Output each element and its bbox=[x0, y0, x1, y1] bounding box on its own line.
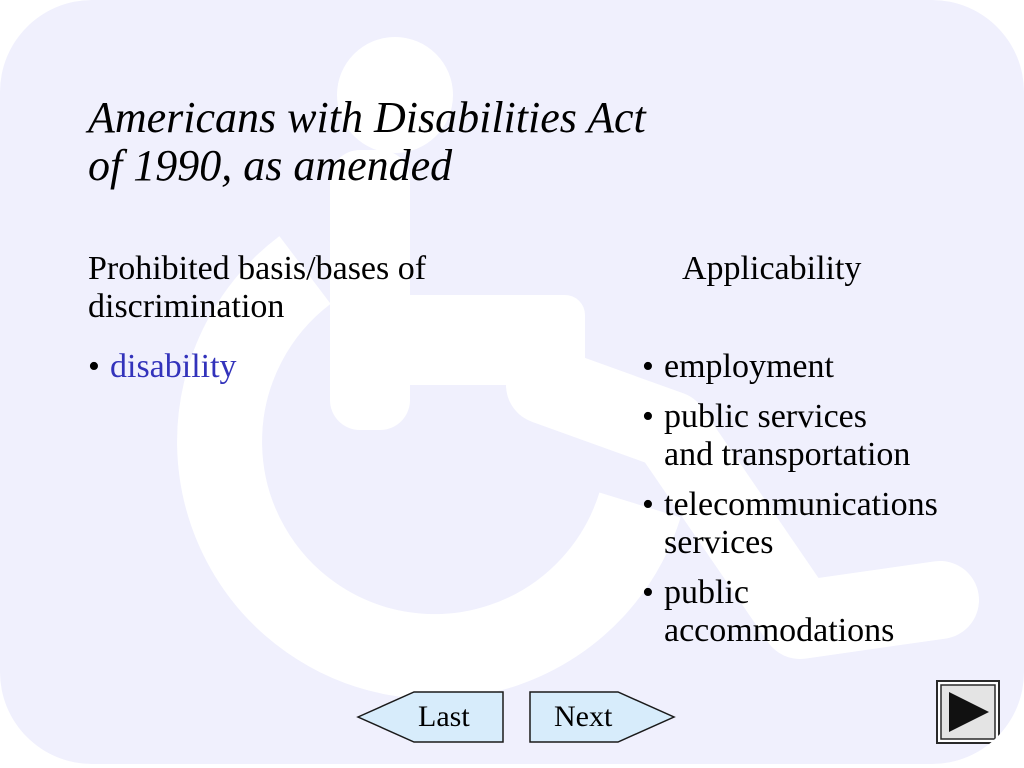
applicability-item-public-services: public services and transportation bbox=[664, 398, 911, 473]
applicability-heading: Applicability bbox=[682, 250, 862, 287]
list-item bbox=[642, 486, 1002, 562]
next-button-label: Next bbox=[554, 700, 613, 733]
last-button-label: Last bbox=[418, 700, 470, 733]
bullet-dot: • bbox=[88, 348, 100, 385]
bullet-dot: • bbox=[642, 348, 654, 385]
applicability-item-telecommunications: telecommunications services bbox=[664, 486, 938, 561]
list-item bbox=[642, 348, 1002, 386]
title-line-2: of 1990, as amended bbox=[88, 141, 453, 190]
disability-link[interactable]: disability bbox=[110, 348, 237, 385]
bases-list bbox=[88, 348, 237, 386]
title-line-1: Americans with Disabilities Act bbox=[88, 93, 646, 142]
list-item bbox=[642, 398, 1002, 474]
bullet-dot: • bbox=[642, 398, 654, 435]
applicability-list bbox=[642, 348, 1002, 650]
list-item bbox=[88, 348, 237, 386]
last-button[interactable] bbox=[356, 690, 506, 744]
next-button[interactable] bbox=[528, 690, 676, 744]
play-triangle-icon bbox=[936, 680, 1000, 744]
prohibited-bases-heading bbox=[88, 250, 528, 326]
bullet-dot: • bbox=[642, 574, 654, 611]
prohibited-bases-heading-line-1: Prohibited basis/bases of bbox=[88, 250, 427, 287]
prohibited-bases-heading-line-2: discrimination bbox=[88, 288, 285, 325]
applicability-item-public-accommodations: public accommodations bbox=[664, 574, 895, 649]
slide-title bbox=[88, 94, 646, 190]
play-button[interactable] bbox=[936, 680, 1000, 744]
bullet-dot: • bbox=[642, 486, 654, 523]
list-item bbox=[642, 574, 1002, 650]
applicability-item-employment: employment bbox=[664, 348, 834, 385]
